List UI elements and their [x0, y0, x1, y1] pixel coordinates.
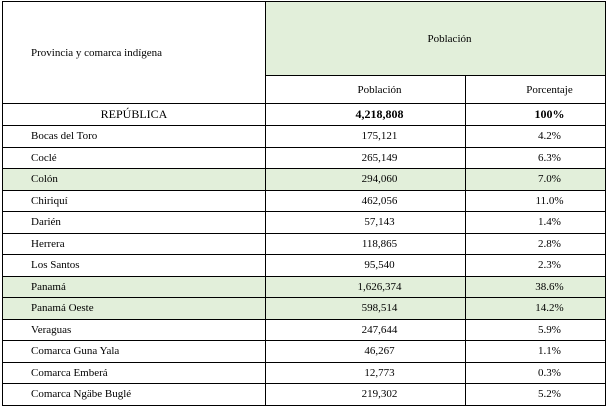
province-name: Herrera — [3, 233, 266, 255]
population-value: 12,773 — [266, 362, 466, 384]
table-row — [3, 362, 606, 384]
province-name: Los Santos — [3, 255, 266, 277]
table-row — [3, 276, 606, 298]
table-row — [3, 233, 606, 255]
population-value: 462,056 — [266, 190, 466, 212]
province-name: Comarca Guna Yala — [3, 341, 266, 363]
percent-value: 1.1% — [466, 341, 606, 363]
table-row — [3, 341, 606, 363]
population-group-header: Población — [266, 2, 606, 76]
percent-value: 5.9% — [466, 319, 606, 341]
population-value: 1,626,374 — [266, 276, 466, 298]
province-column-header: Provincia y comarca indígena — [3, 2, 266, 104]
percent-value: 5.2% — [466, 384, 606, 406]
table-body — [3, 104, 606, 406]
population-value: 598,514 — [266, 298, 466, 320]
percent-column-header: Porcentaje — [466, 76, 606, 104]
table-row — [3, 126, 606, 148]
population-table — [2, 1, 606, 406]
table-row — [3, 384, 606, 406]
table-row — [3, 298, 606, 320]
province-name: Panamá — [3, 276, 266, 298]
table-row — [3, 319, 606, 341]
percent-value: 38.6% — [466, 276, 606, 298]
header-row-top — [3, 2, 606, 76]
percent-value: 2.8% — [466, 233, 606, 255]
population-value: 46,267 — [266, 341, 466, 363]
population-value: 118,865 — [266, 233, 466, 255]
percent-value: 0.3% — [466, 362, 606, 384]
province-name: Comarca Ngäbe Buglé — [3, 384, 266, 406]
province-name: Colón — [3, 169, 266, 191]
province-name: Veraguas — [3, 319, 266, 341]
province-name: Chiriquí — [3, 190, 266, 212]
percent-value: 7.0% — [466, 169, 606, 191]
population-value: 57,143 — [266, 212, 466, 234]
total-percent: 100% — [466, 104, 606, 126]
population-value: 294,060 — [266, 169, 466, 191]
percent-value: 4.2% — [466, 126, 606, 148]
population-value: 219,302 — [266, 384, 466, 406]
province-name: Panamá Oeste — [3, 298, 266, 320]
population-value: 247,644 — [266, 319, 466, 341]
total-name: REPÚBLICA — [3, 104, 266, 126]
percent-value: 14.2% — [466, 298, 606, 320]
province-name: Coclé — [3, 147, 266, 169]
table-row — [3, 190, 606, 212]
population-value: 265,149 — [266, 147, 466, 169]
table-row — [3, 169, 606, 191]
table-row — [3, 147, 606, 169]
population-value: 175,121 — [266, 126, 466, 148]
table-row — [3, 212, 606, 234]
percent-value: 6.3% — [466, 147, 606, 169]
population-column-header: Población — [266, 76, 466, 104]
percent-value: 2.3% — [466, 255, 606, 277]
province-name: Darién — [3, 212, 266, 234]
province-name: Comarca Emberá — [3, 362, 266, 384]
total-row — [3, 104, 606, 126]
table-row — [3, 255, 606, 277]
population-value: 95,540 — [266, 255, 466, 277]
percent-value: 11.0% — [466, 190, 606, 212]
percent-value: 1.4% — [466, 212, 606, 234]
province-name: Bocas del Toro — [3, 126, 266, 148]
total-population: 4,218,808 — [266, 104, 466, 126]
